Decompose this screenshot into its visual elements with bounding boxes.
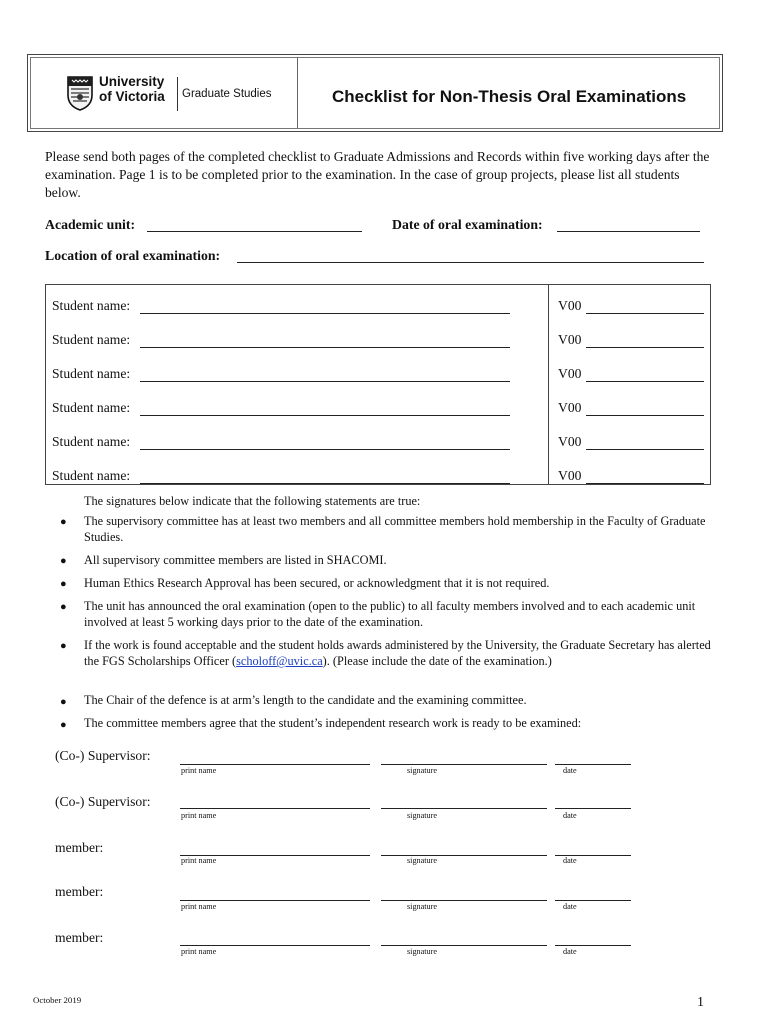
signature-caption: signature bbox=[407, 766, 438, 775]
signature-caption: signature bbox=[407, 856, 438, 865]
student-name-field[interactable] bbox=[140, 483, 510, 484]
exam-date-field[interactable] bbox=[557, 231, 700, 232]
student-name-label: Student name: bbox=[52, 400, 131, 415]
print-name-caption: print name bbox=[181, 856, 217, 865]
signature-role-label: (Co-) Supervisor: bbox=[55, 794, 151, 809]
print-name-field[interactable] bbox=[180, 900, 370, 901]
date-caption: date bbox=[563, 811, 577, 820]
date-caption: date bbox=[563, 856, 577, 865]
signature-field[interactable] bbox=[381, 855, 547, 856]
signature-role-label: member: bbox=[55, 930, 104, 945]
bullet-icon: ● bbox=[60, 601, 67, 613]
print-name-caption: print name bbox=[181, 766, 217, 775]
title-cell bbox=[298, 58, 719, 128]
statement-item: The unit has announced the oral examination (open to the public) to all faculty members involved and to each academic unit involved at least 5 working days prior to the date of the examination. bbox=[84, 599, 696, 629]
date-field[interactable] bbox=[555, 945, 631, 946]
logo-cell bbox=[31, 58, 298, 128]
signature-caption: signature bbox=[407, 902, 438, 911]
student-row bbox=[46, 421, 710, 455]
student-id-field[interactable] bbox=[586, 483, 704, 484]
bullet-icon: ● bbox=[60, 696, 67, 708]
student-name-field[interactable] bbox=[140, 449, 510, 450]
statement-item-text: If the work is found acceptable and the student holds awards administered by the University, the Graduate Secretary has alerted the FGS Scholarships Officer ( bbox=[84, 638, 711, 668]
academic-unit-field[interactable] bbox=[147, 231, 362, 232]
student-row bbox=[46, 387, 710, 421]
academic-unit-label: Academic unit: bbox=[45, 217, 136, 232]
university-crest-icon bbox=[66, 75, 94, 111]
student-id-field[interactable] bbox=[586, 381, 704, 382]
exam-location-label: Location of oral examination: bbox=[45, 248, 221, 263]
bullet-icon: ● bbox=[60, 719, 67, 731]
statement-item: Human Ethics Research Approval has been secured, or acknowledgment that it is not required. bbox=[84, 576, 550, 590]
student-id-field[interactable] bbox=[586, 347, 704, 348]
signature-caption: signature bbox=[407, 947, 438, 956]
header-inner-frame bbox=[30, 57, 720, 129]
signature-caption: signature bbox=[407, 811, 438, 820]
student-name-label: Student name: bbox=[52, 366, 131, 381]
signature-role-label: (Co-) Supervisor: bbox=[55, 748, 151, 763]
student-id-label: V00 bbox=[558, 468, 582, 483]
bullet-icon: ● bbox=[60, 640, 67, 652]
statements-intro: The signatures below indicate that the following statements are true: bbox=[84, 494, 421, 508]
statement-item: All supervisory committee members are listed in SHACOMI. bbox=[84, 553, 387, 567]
intro-paragraph: Please send both pages of the completed checklist to Graduate Admissions and Records within five working days after the examination. Page 1 is to be completed prior to the examination. In the case of group projects, please list all students below. bbox=[45, 149, 710, 200]
date-field[interactable] bbox=[555, 808, 631, 809]
student-name-field[interactable] bbox=[140, 381, 510, 382]
page-number: 1 bbox=[697, 995, 704, 1010]
student-id-field[interactable] bbox=[586, 313, 704, 314]
student-id-label: V00 bbox=[558, 298, 582, 313]
student-row bbox=[46, 319, 710, 353]
student-id-label: V00 bbox=[558, 434, 582, 449]
signature-field[interactable] bbox=[381, 900, 547, 901]
date-caption: date bbox=[563, 902, 577, 911]
exam-location-field[interactable] bbox=[237, 262, 704, 263]
exam-date-label: Date of oral examination: bbox=[392, 217, 543, 232]
statement-item bbox=[84, 637, 714, 669]
bullet-icon: ● bbox=[60, 516, 67, 528]
statement-item: The supervisory committee has at least two members and all committee members hold membership in the Faculty of Graduate Studies. bbox=[84, 514, 706, 544]
student-id-label: V00 bbox=[558, 400, 582, 415]
university-name: University of Victoria bbox=[99, 74, 165, 104]
print-name-caption: print name bbox=[181, 947, 217, 956]
print-name-field[interactable] bbox=[180, 945, 370, 946]
statement-item: The committee members agree that the student’s independent research work is ready to be examined: bbox=[84, 716, 582, 730]
student-id-field[interactable] bbox=[586, 449, 704, 450]
statement-item-tail: ). (Please include the date of the examination.) bbox=[322, 654, 552, 668]
student-id-label: V00 bbox=[558, 332, 582, 347]
student-name-label: Student name: bbox=[52, 332, 131, 347]
bullet-icon: ● bbox=[60, 578, 67, 590]
print-name-caption: print name bbox=[181, 902, 217, 911]
document-title: Checklist for Non-Thesis Oral Examinations bbox=[332, 87, 687, 106]
student-id-field[interactable] bbox=[586, 415, 704, 416]
print-name-field[interactable] bbox=[180, 764, 370, 765]
student-name-label: Student name: bbox=[52, 298, 131, 313]
date-caption: date bbox=[563, 766, 577, 775]
signature-field[interactable] bbox=[381, 808, 547, 809]
statement-item: The Chair of the defence is at arm’s length to the candidate and the examining committee. bbox=[84, 693, 527, 707]
student-table bbox=[45, 284, 711, 485]
student-name-label: Student name: bbox=[52, 434, 131, 449]
student-id-label: V00 bbox=[558, 366, 582, 381]
scholarships-email-link[interactable]: scholoff@uvic.ca bbox=[236, 654, 323, 668]
print-name-caption: print name bbox=[181, 811, 217, 820]
bullet-icon: ● bbox=[60, 555, 67, 567]
date-caption: date bbox=[563, 947, 577, 956]
department-name: Graduate Studies bbox=[182, 88, 272, 100]
student-row bbox=[46, 285, 710, 319]
date-field[interactable] bbox=[555, 764, 631, 765]
print-name-field[interactable] bbox=[180, 808, 370, 809]
signature-field[interactable] bbox=[381, 764, 547, 765]
logo-divider bbox=[177, 77, 178, 111]
date-field[interactable] bbox=[555, 900, 631, 901]
signature-role-label: member: bbox=[55, 884, 104, 899]
student-name-label: Student name: bbox=[52, 468, 131, 483]
signature-field[interactable] bbox=[381, 945, 547, 946]
footer-date: October 2019 bbox=[33, 995, 82, 1005]
student-name-field[interactable] bbox=[140, 347, 510, 348]
document-header bbox=[27, 54, 723, 132]
signature-role-label: member: bbox=[55, 840, 104, 855]
student-name-field[interactable] bbox=[140, 313, 510, 314]
student-row bbox=[46, 353, 710, 387]
student-name-field[interactable] bbox=[140, 415, 510, 416]
student-row bbox=[46, 455, 710, 489]
